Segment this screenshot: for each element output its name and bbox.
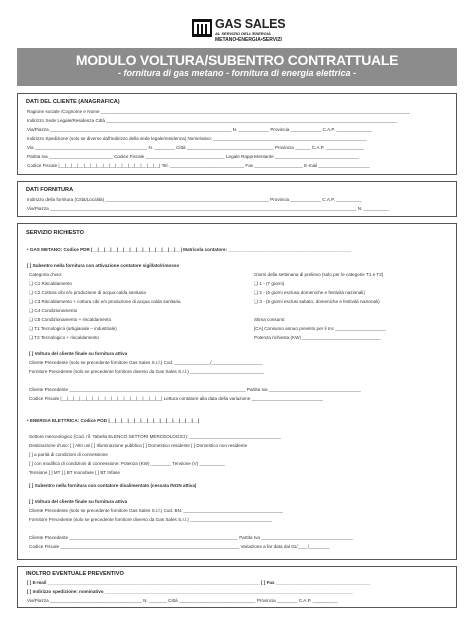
form-subtitle: - fornitura di gas metano - fornitura di energia elettrica -: [117, 68, 357, 78]
gas-voltura-option[interactable]: [ ] Voltura del cliente finale su fornitura attiva: [29, 351, 128, 356]
field-indirizzo-fornitura[interactable]: Indirizzo della fornitura (Città/Località) ________________________________________________________________ Provincia ____________ C.A.P. __________: [27, 197, 362, 202]
field-potenza-richiesta[interactable]: Potenza richiesta (KW) _______________________________: [254, 335, 382, 340]
field-sede-legale[interactable]: Indirizzo Sede Legale/Residenza Città __________________________________________________________________________________________________________________: [27, 118, 398, 123]
gas-codice-fiscale[interactable]: Codice Fiscale |__|__|__|__|__|__|__|__|__|__|__|__|__|__|__|__| Lettura contatore alla data della variazione ____________________________: [29, 396, 324, 401]
destinazione-uso-options[interactable]: Destinazione d'uso: [ ] Altri usi [ ] Illuminazione pubblica [ ] Domestico residente [ ] Domestico non residente: [29, 443, 248, 448]
section-title-fornitura: DATI FORNITURA: [26, 187, 74, 193]
section-dati-fornitura: [17, 181, 457, 217]
energia-elettrica-line[interactable]: • ENERGIA ELETTRICA: Codice POD |__|__|__|__|__|__|__|__|__|__|__|__|__|__|: [27, 418, 200, 423]
field-codice-fiscale[interactable]: Codice Fiscale |__|__|__|__|__|__|__|__|__|__|__|__|__|__|__|__| Tel. _____________________________ Fax ___________________ E-mail ____________________: [27, 163, 370, 168]
section-dati-cliente: [17, 93, 457, 175]
gas-sales-mark-icon: [192, 19, 212, 37]
brand-name: GAS SALES: [215, 17, 286, 31]
gas-metano-line[interactable]: • GAS METANO: Codice PDR |__|__|__|__|__|__|__|__|__|__|__|__|__|__| Matricola contatore: ________________________________________________: [27, 247, 351, 252]
section-inoltro-preventivo: [17, 566, 457, 608]
checkbox-c2[interactable]: ❑ C2 Cottura cibi e/o produzione di acqua calda sanitaria: [29, 290, 146, 295]
ee-codice-fiscale[interactable]: Codice Fiscale ______________________________________________________________________ Variazione a far data dal 01/____/________: [29, 544, 330, 549]
section-title-cliente: DATI DEL CLIENTE (ANAGRAFICA): [26, 99, 120, 105]
ee-fornitore-precedente[interactable]: Fornitore Precedente (solo se precedente fornitore diverso da Gas Sales S.r.l.) ________________________________: [29, 517, 272, 522]
section-servizio-richiesto: [17, 223, 457, 560]
field-consumo-annuo[interactable]: [CA] Consumo annuo previsto per il mc ____________________: [254, 326, 387, 331]
checkbox-c4[interactable]: ❑ C4 Condizionamento: [29, 308, 78, 313]
categoria-uso-label: Categoria d'uso:: [29, 272, 63, 277]
field-via-fornitura[interactable]: Via/Piazza ________________________________________________________________________________________________________________________ N. __________: [27, 206, 390, 211]
checkbox-t2[interactable]: ❑ T2 Tecnologico + riscaldamento: [29, 335, 99, 340]
giorni-prelievo-label: Giorni della settimana di prelievo (solo per le categorie T1 e T2): [254, 272, 384, 277]
ee-subentro-option[interactable]: [ ] Subentro nella fornitura con contatore disalimentato (cessata /NON attiva): [29, 483, 197, 488]
gas-fornitore-precedente[interactable]: Fornitore Precedente (solo se precedente fornitore diverso da Gas Sales S.r.l.) _____________________________: [29, 369, 265, 374]
brand-tagline: AL SERVIZIO DELL'ENERGIA: [215, 31, 271, 36]
field-indirizzo-spedizione[interactable]: Indirizzo Spedizione (solo se diverso dall'indirizzo della sede legale/residenza) Nome/ativo: ____________________________________________________________: [27, 136, 367, 141]
checkbox-t1[interactable]: ❑ T1 Tecnologico (artigianale – industriale): [29, 326, 117, 331]
checkbox-giorni-2[interactable]: ❑ 2 - (6 giorni esclusa domeniche e festività nazionali): [254, 290, 365, 295]
section-title-inoltro: INOLTRO EVENTUALE PREVENTIVO: [26, 571, 124, 577]
ee-voltura-option[interactable]: [ ] Voltura del cliente finale su fornitura attiva: [29, 499, 128, 504]
checkbox-parita-condizioni[interactable]: [ ] a parità di condizioni di connessione: [29, 452, 108, 457]
section-title-servizio: SERVIZIO RICHIESTO: [26, 230, 84, 236]
field-via-spedizione[interactable]: Via ____________________________________________ N. ________ Città __________________________________ Provincia ______ C.A.P. _______________: [27, 145, 365, 150]
field-settore-merceologico[interactable]: Settore merceologico (Cod. rif. Tabella ELENCO SETTORI MERCEOLOGICI): ____________________________________: [29, 434, 282, 439]
field-inoltro-via[interactable]: Via/Piazza ____________________________________ N. _______ Città ______________________________ Provincia ________ C.A.P. __________: [27, 598, 339, 603]
gas-cliente-precedente[interactable]: Cliente Precedente _____________________________________________________________________ Partita Iva ____________________________________: [29, 387, 361, 392]
checkbox-c3[interactable]: ❑ C3 Riscaldamento + cottura cibi e/o produzione di acqua calda sanitaria: [29, 299, 181, 304]
form-title: MODULO VOLTURA/SUBENTRO CONTRATTUALE: [75, 52, 399, 68]
title-banner: [17, 48, 457, 86]
field-ragione-sociale[interactable]: Ragione sociale /Cognome e Nome _________________________________________________________________________________________________________________________: [27, 109, 410, 114]
ee-cliente-precedente-cod[interactable]: Cliente Precedente (solo se precedente fornitore Gas Sales S.r.l.) Cod. BN. _______________________________________: [29, 508, 284, 513]
stima-consumi-label: Stima consumi:: [254, 317, 286, 322]
field-inoltro-email-fax[interactable]: [ ] E-mail ___________________________________________________________________________________ [ ] Fax _____________________________________: [27, 580, 371, 585]
checkbox-c5[interactable]: ❑ C5 Condizionamento + riscaldamento: [29, 317, 112, 322]
gas-sales-logo: [192, 18, 296, 44]
field-via-piazza[interactable]: Via/Piazza _______________________________________________________________________ N. ____________ Provincia ____________ C.A.P. ______________: [27, 127, 373, 132]
ee-cliente-precedente[interactable]: Cliente Precedente __________________________________________________________________ Partita Iva ____________________________________: [29, 535, 354, 540]
tensione-options[interactable]: Tensione [ ] MT [ ] BT monofase [ ] BT trifase: [29, 470, 120, 475]
brand-services: METANO•ENERGIA•SERVIZI: [215, 37, 282, 43]
field-partita-iva[interactable]: Partita Iva _________________________ Codice Fiscale _______________________________ Legale Rappresentante _________________________________: [27, 154, 360, 159]
checkbox-c1[interactable]: ❑ C1 Riscaldamento: [29, 281, 72, 286]
gas-cliente-precedente-cod[interactable]: Cliente Precedente (solo se precedente fornitore Gas Sales S.r.l.) Cod. ______________/____________________: [29, 360, 263, 365]
checkbox-modifica-condizioni[interactable]: [ ] con modifica di condizioni di connessione: Potenza (KW) ________ Tensione (V) __________: [29, 461, 226, 466]
field-inoltro-indirizzo[interactable]: [ ] Indirizzo spedizione: nominativo _________________________________________________________________________________________________: [27, 589, 353, 594]
gas-subentro-option[interactable]: [ ] Subentro nella fornitura con attivazione contatore sigillato/rimosso: [27, 263, 180, 268]
checkbox-giorni-3[interactable]: ❑ 3 - (5 giorni esclusi sabato, domeniche e festività nazionali): [254, 299, 380, 304]
checkbox-giorni-1[interactable]: ❑ 1 - (7 giorni): [254, 281, 285, 286]
